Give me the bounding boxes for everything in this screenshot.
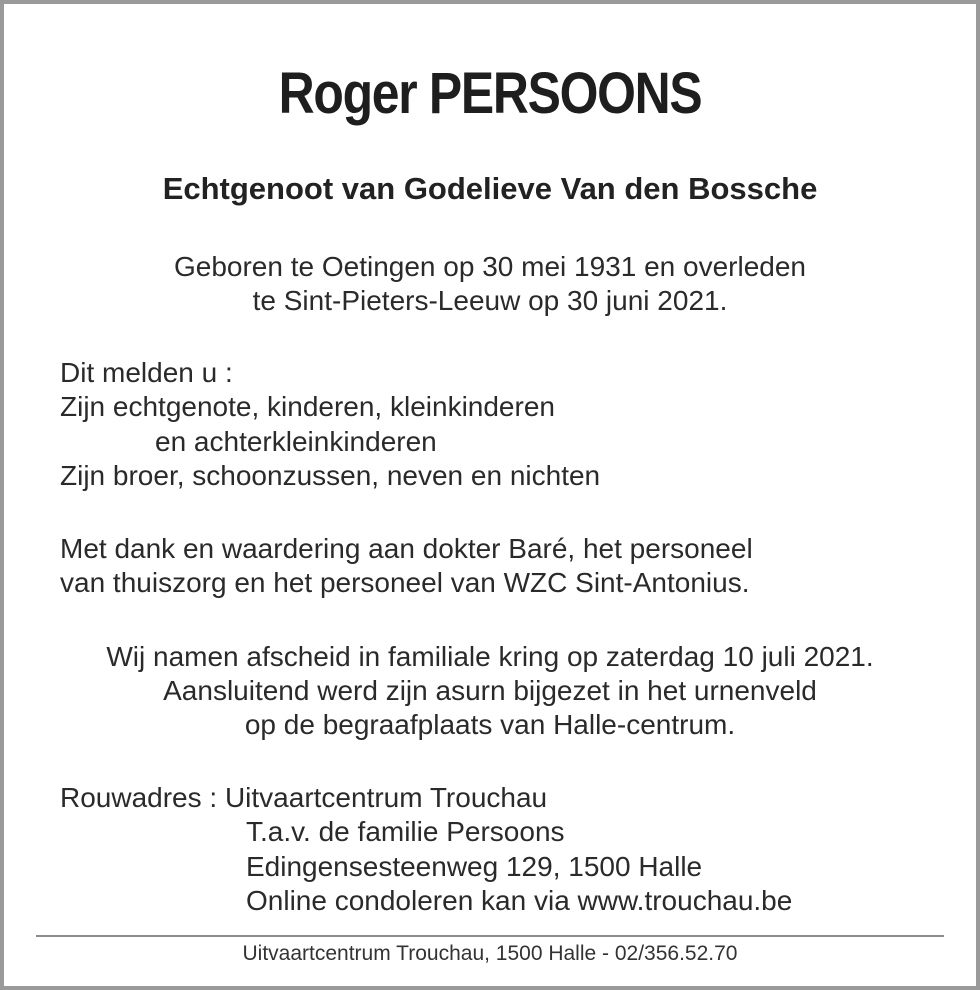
announcement-line-3: Zijn broer, schoonzussen, neven en nichten	[60, 460, 601, 491]
farewell-line-1: Wij namen afscheid in familiale kring op zaterdag 10 juli 2021.	[106, 641, 874, 672]
footer-text: Uitvaartcentrum Trouchau, 1500 Halle - 02/356.52.70	[242, 942, 738, 965]
deceased-name: Roger PERSOONS	[278, 61, 702, 126]
address-line-2: T.a.v. de familie Persoons	[246, 816, 565, 847]
footer-divider	[36, 935, 944, 937]
spouse-line: Echtgenoot van Godelieve Van den Bossche	[162, 171, 818, 206]
address-line-4: Online condoleren kan via www.trouchau.be	[246, 885, 793, 916]
birth-line-2: te Sint-Pieters-Leeuw op 30 juni 2021.	[252, 285, 728, 316]
announcement-intro: Dit melden u :	[60, 357, 233, 388]
birth-line-1: Geboren te Oetingen op 30 mei 1931 en overleden	[173, 251, 806, 282]
thanks-line-2: van thuiszorg en het personeel van WZC Sint-Antonius.	[60, 567, 750, 598]
address-line-3: Edingensesteenweg 129, 1500 Halle	[246, 851, 703, 882]
address-line-1: Rouwadres : Uitvaartcentrum Trouchau	[60, 782, 548, 813]
thanks-line-1: Met dank en waardering aan dokter Baré, het personeel	[60, 533, 753, 564]
farewell-line-2: Aansluitend werd zijn asurn bijgezet in het urnenveld	[163, 675, 817, 706]
announcement-line-2: en achterkleinkinderen	[155, 426, 437, 457]
farewell-line-3: op de begraafplaats van Halle-centrum.	[244, 709, 736, 740]
announcement-line-1: Zijn echtgenote, kinderen, kleinkinderen	[60, 391, 555, 422]
